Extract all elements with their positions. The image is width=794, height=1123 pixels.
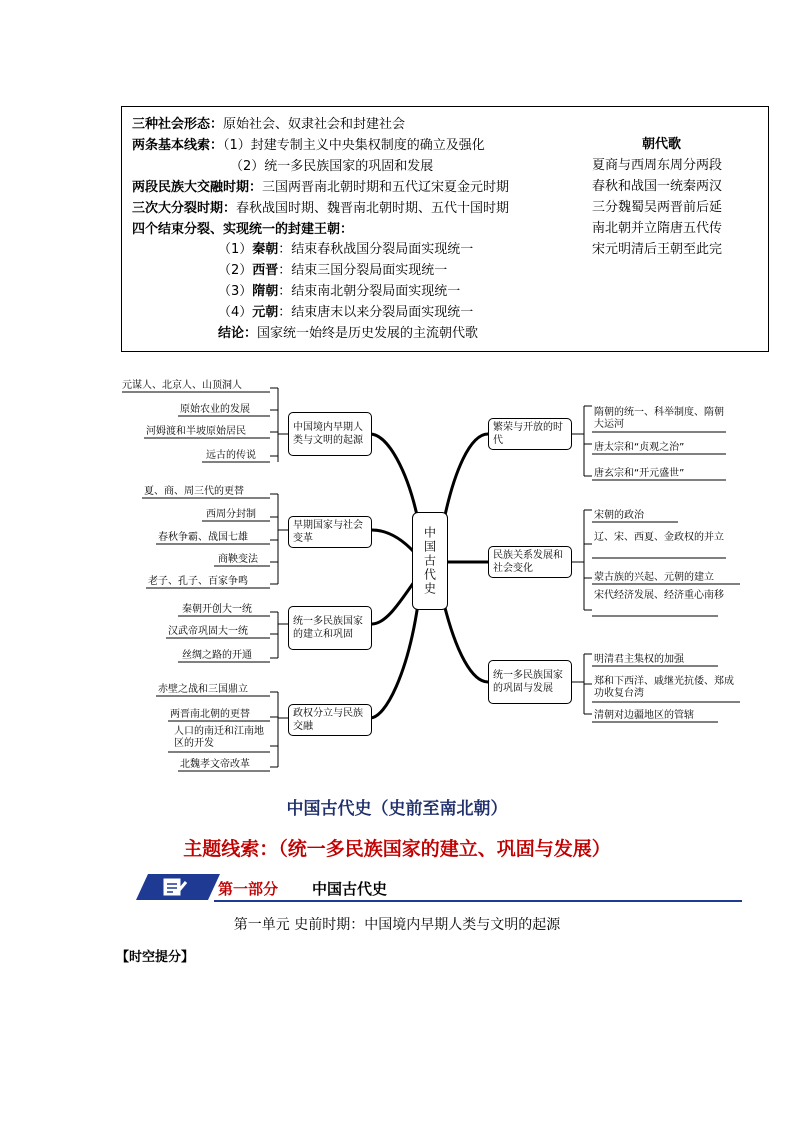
part-label: 第一部分 — [218, 880, 279, 898]
map-leaf: 宋代经济发展、经济重心南移 — [594, 590, 724, 601]
map-leaf: 辽、宋、西夏、金政权的并立 — [594, 532, 724, 543]
poem-line: 春秋和战国一统秦两汉 — [592, 179, 723, 194]
map-leaf: 清朝对边疆地区的管辖 — [594, 710, 694, 721]
dynasty-line: （4）元朝：结束唐末以来分裂局面实现统一 — [218, 305, 474, 320]
summary-line-5: 三次大分裂时期：春秋战国时期、魏晋南北朝时期、五代十国时期 — [132, 201, 510, 216]
map-leaf: 春秋争霸、战国七雄 — [158, 532, 248, 543]
page-title: 中国古代史（史前至南北朝） — [286, 799, 508, 819]
map-node: 中国境内早期人类与文明的起源 — [288, 412, 372, 456]
poem-title: 朝代歌 — [642, 137, 682, 152]
map-leaf: 夏、商、周三代的更替 — [144, 486, 244, 497]
map-leaf: 蒙古族的兴起、元朝的建立 — [594, 572, 714, 583]
map-leaf: 汉武帝巩固大一统 — [168, 626, 248, 637]
mind-map-center: 中国古代史 — [412, 512, 448, 610]
summary-line-4: 两段民族大交融时期：三国两晋南北朝时期和五代辽宋夏金元时期 — [132, 180, 510, 195]
map-leaf: 两晋南北朝的更替 — [170, 709, 250, 720]
notebook-pencil-icon — [162, 877, 188, 901]
poem-line: 三分魏蜀吴两晋前后延 — [592, 200, 723, 215]
map-leaf: 北魏孝文帝改革 — [180, 759, 250, 770]
map-leaf: 远古的传说 — [206, 450, 256, 461]
map-node: 统一多民族国家的建立和巩固 — [288, 606, 372, 650]
map-leaf: 宋朝的政治 — [594, 510, 644, 521]
mind-map — [118, 372, 746, 774]
poem-line: 宋元明清后王朝至此完 — [592, 242, 723, 257]
unit-title: 第一单元 史前时期：中国境内早期人类与文明的起源 — [233, 917, 561, 933]
map-node: 政权分立与民族交融 — [288, 704, 372, 736]
map-node: 早期国家与社会变革 — [288, 516, 372, 548]
map-node: 统一多民族国家的巩固与发展 — [488, 660, 572, 704]
map-leaf: 郑和下西洋、戚继光抗倭、郑成功收复台湾 — [594, 676, 734, 699]
dynasty-line: （3）隋朝：结束南北朝分裂局面实现统一 — [218, 284, 461, 299]
summary-line-2: 两条基本线索：（1）封建专制主义中央集权制度的确立及强化 — [132, 138, 485, 153]
map-leaf: 人口的南迁和江南地区的开发 — [174, 726, 264, 749]
map-leaf: 唐太宗和“贞观之治” — [594, 442, 685, 453]
part-header — [134, 872, 742, 904]
map-leaf: 秦朝开创大一统 — [182, 604, 252, 615]
map-node: 民族关系发展和社会变化 — [488, 546, 572, 578]
map-leaf: 赤壁之战和三国鼎立 — [158, 684, 248, 695]
map-leaf: 老子、孔子、百家争鸣 — [148, 576, 248, 587]
part-name: 中国古代史 — [312, 880, 388, 898]
poem-line: 南北朝并立隋唐五代传 — [592, 221, 723, 236]
map-leaf: 丝绸之路的开通 — [182, 650, 252, 661]
map-leaf: 隋朝的统一、科举制度、隋朝大运河 — [594, 407, 724, 430]
map-leaf: 原始农业的发展 — [180, 404, 250, 415]
map-leaf: 河姆渡和半坡原始居民 — [146, 426, 246, 437]
summary-line-6: 四个结束分裂、实现统一的封建王朝： — [132, 222, 354, 237]
map-node: 繁荣与开放的时代 — [488, 418, 572, 450]
map-leaf: 西周分封制 — [206, 509, 256, 520]
section-label: 【时空提分】 — [116, 950, 195, 965]
map-leaf: 唐玄宗和“开元盛世” — [594, 468, 685, 479]
poem-line: 夏商与西周东周分两段 — [592, 158, 723, 173]
summary-box — [121, 106, 769, 352]
map-leaf: 商鞅变法 — [218, 554, 258, 565]
summary-conclusion: 结论：国家统一始终是历史发展的主流朝代歌 — [218, 326, 479, 341]
summary-line-3: （2）统一多民族国家的巩固和发展 — [230, 159, 434, 174]
summary-line-1: 三种社会形态：原始社会、奴隶社会和封建社会 — [132, 117, 406, 132]
dynasty-line: （1）秦朝：结束春秋战国分裂局面实现统一 — [218, 242, 474, 257]
map-leaf: 明清君主集权的加强 — [594, 654, 684, 665]
map-leaf: 元谋人、北京人、山顶洞人 — [122, 380, 242, 391]
dynasty-line: （2）西晋：结束三国分裂局面实现统一 — [218, 263, 448, 278]
theme-title: 主题线索：（统一多民族国家的建立、巩固与发展） — [183, 838, 611, 860]
